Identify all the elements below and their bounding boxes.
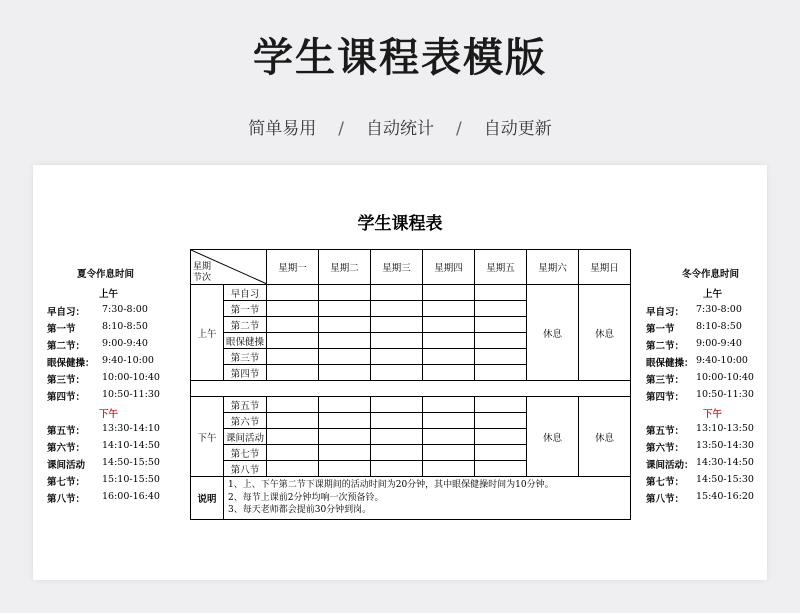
schedule-time: 8:10-8:50 — [102, 321, 148, 332]
page-title: 学生课程表模版 — [253, 35, 547, 81]
course-cell[interactable] — [267, 349, 319, 365]
schedule-label: 课间活动 — [47, 460, 86, 471]
course-cell[interactable] — [319, 349, 371, 365]
schedule-row — [47, 389, 160, 403]
schedule-label: 第一节 — [47, 324, 76, 335]
course-cell[interactable] — [371, 317, 423, 333]
schedule-time: 14:50-15:30 — [696, 474, 754, 485]
schedule-time: 14:50-15:50 — [102, 457, 160, 468]
course-cell[interactable] — [267, 333, 319, 349]
schedule-label: 第六节： — [47, 443, 86, 454]
day-header: 星期三 — [371, 250, 423, 285]
template-preview-card — [33, 165, 767, 580]
schedule-time: 13:50-14:30 — [696, 440, 754, 451]
schedule-label: 眼保健操： — [646, 358, 694, 369]
schedule-row — [47, 321, 148, 335]
saturday-rest: 休息 — [527, 397, 579, 477]
course-cell[interactable] — [423, 461, 475, 477]
schedule-label: 第七节： — [646, 477, 685, 488]
period-label: 第四节 — [224, 365, 267, 381]
course-cell[interactable] — [423, 429, 475, 445]
course-cell[interactable] — [475, 317, 527, 333]
afternoon-label: 下午 — [191, 397, 224, 477]
schedule-row — [646, 372, 754, 386]
schedule-row — [47, 372, 160, 386]
schedule-time: 9:00-9:40 — [102, 338, 148, 349]
course-cell[interactable] — [423, 445, 475, 461]
course-cell[interactable] — [267, 429, 319, 445]
schedule-time: 8:10-8:50 — [696, 321, 742, 332]
note-line: 3、每天老师都会提前30分钟到岗。 — [228, 505, 372, 515]
day-header: 星期日 — [579, 250, 631, 285]
schedule-row — [47, 457, 160, 471]
course-cell[interactable] — [371, 397, 423, 413]
sunday-rest: 休息 — [579, 285, 631, 381]
schedule-row — [646, 355, 748, 369]
schedule-label: 第二节： — [646, 341, 685, 352]
course-cell[interactable] — [423, 301, 475, 317]
period-label: 第五节 — [224, 397, 267, 413]
course-cell[interactable] — [475, 349, 527, 365]
schedule-row — [646, 423, 754, 437]
schedule-row — [47, 440, 160, 454]
period-row — [191, 285, 631, 301]
separator: / — [338, 119, 344, 139]
notes-label: 说明 — [191, 477, 224, 520]
morning-label: 上午 — [191, 285, 224, 381]
schedule-label: 第二节： — [47, 341, 86, 352]
schedule-row — [646, 304, 742, 318]
timetable-header-row — [191, 250, 631, 285]
course-cell[interactable] — [319, 461, 371, 477]
course-cell[interactable] — [319, 301, 371, 317]
schedule-label: 第七节： — [47, 477, 86, 488]
period-label: 眼保健操 — [224, 333, 267, 349]
course-cell[interactable] — [475, 445, 527, 461]
schedule-row — [47, 423, 160, 437]
schedule-label: 第四节： — [646, 392, 685, 403]
schedule-time: 9:00-9:40 — [696, 338, 742, 349]
sheet-title: 学生课程表 — [357, 214, 443, 234]
course-cell[interactable] — [371, 365, 423, 381]
schedule-time: 15:10-15:50 — [102, 474, 160, 485]
period-row — [191, 397, 631, 413]
schedule-row — [47, 491, 160, 505]
schedule-time: 10:50-11:30 — [102, 389, 160, 400]
course-cell[interactable] — [475, 333, 527, 349]
saturday-rest: 休息 — [527, 285, 579, 381]
schedule-label: 课间活动： — [646, 460, 694, 471]
schedule-row — [646, 491, 754, 505]
schedule-label: 第八节： — [646, 494, 685, 505]
course-cell[interactable] — [267, 445, 319, 461]
notes-cell — [224, 477, 631, 520]
course-cell[interactable] — [371, 429, 423, 445]
course-cell[interactable] — [475, 301, 527, 317]
summer-afternoon-label: 下午 — [99, 409, 119, 420]
winter-title: 冬令作息时间 — [682, 269, 740, 280]
course-cell[interactable] — [475, 285, 527, 301]
schedule-time: 7:30-8:00 — [696, 304, 742, 315]
schedule-label: 第五节： — [646, 426, 685, 437]
corner-day-label: 星期 — [193, 262, 212, 272]
day-header: 星期五 — [475, 250, 527, 285]
schedule-row — [646, 474, 754, 488]
schedule-time: 7:30-8:00 — [102, 304, 148, 315]
course-cell[interactable] — [267, 301, 319, 317]
schedule-label: 第一节 — [646, 324, 675, 335]
schedule-label: 第六节： — [646, 443, 685, 454]
period-label: 第七节 — [224, 445, 267, 461]
schedule-time: 10:00-10:40 — [102, 372, 160, 383]
notes-row — [191, 477, 631, 520]
gap-cell — [191, 381, 631, 397]
period-label: 第二节 — [224, 317, 267, 333]
course-cell[interactable] — [423, 349, 475, 365]
note-line: 2、每节上课前2分钟均响一次预备铃。 — [228, 492, 384, 503]
corner-period-label: 节次 — [193, 273, 212, 283]
schedule-time: 16:00-16:40 — [102, 491, 160, 502]
course-cell[interactable] — [475, 461, 527, 477]
winter-morning-label: 上午 — [703, 289, 723, 300]
schedule-row — [646, 440, 754, 454]
timetable — [190, 249, 631, 520]
note-line: 1、上、下午第二节下课期间的活动时间为20分钟，其中眼保健操时间为10分钟。 — [228, 480, 554, 490]
schedule-row — [47, 355, 154, 369]
course-cell[interactable] — [371, 301, 423, 317]
schedule-time: 13:30-14:10 — [102, 423, 160, 434]
schedule-label: 早自习： — [47, 307, 86, 318]
feature-easy: 简单易用 — [248, 119, 317, 139]
course-cell[interactable] — [475, 365, 527, 381]
course-cell[interactable] — [475, 429, 527, 445]
schedule-time: 15:40-16:20 — [696, 491, 754, 502]
course-cell[interactable] — [319, 365, 371, 381]
day-header: 星期二 — [319, 250, 371, 285]
course-cell[interactable] — [319, 397, 371, 413]
schedule-label: 第三节： — [646, 375, 685, 386]
course-cell[interactable] — [319, 429, 371, 445]
course-cell[interactable] — [267, 397, 319, 413]
course-cell[interactable] — [267, 365, 319, 381]
course-cell[interactable] — [371, 461, 423, 477]
day-header: 星期四 — [423, 250, 475, 285]
schedule-time: 9:40-10:00 — [102, 355, 154, 366]
feature-auto-stat: 自动统计 — [366, 119, 434, 139]
course-cell[interactable] — [423, 413, 475, 429]
schedule-label: 早自习： — [646, 307, 685, 318]
summer-title: 夏令作息时间 — [77, 269, 135, 280]
schedule-row — [47, 304, 148, 318]
course-cell[interactable] — [319, 413, 371, 429]
schedule-row — [47, 474, 160, 488]
course-cell[interactable] — [319, 445, 371, 461]
schedule-time: 10:50-11:30 — [696, 389, 754, 400]
period-label: 第八节 — [224, 461, 267, 477]
period-label: 第六节 — [224, 413, 267, 429]
course-cell[interactable] — [371, 285, 423, 301]
period-label: 早自习 — [224, 285, 267, 301]
course-cell[interactable] — [423, 397, 475, 413]
schedule-row — [646, 457, 754, 471]
schedule-row — [646, 338, 742, 352]
schedule-row — [646, 389, 754, 403]
period-label: 第一节 — [224, 301, 267, 317]
schedule-time: 9:40-10:00 — [696, 355, 748, 366]
course-cell[interactable] — [475, 413, 527, 429]
course-cell[interactable] — [267, 413, 319, 429]
schedule-time: 13:10-13:50 — [696, 423, 754, 434]
schedule-row — [47, 338, 148, 352]
course-cell[interactable] — [371, 413, 423, 429]
schedule-row — [646, 321, 742, 335]
course-cell[interactable] — [423, 333, 475, 349]
feature-list — [0, 114, 800, 139]
schedule-time: 10:00-10:40 — [696, 372, 754, 383]
course-cell[interactable] — [371, 445, 423, 461]
separator: / — [456, 119, 462, 139]
schedule-label: 第五节： — [47, 426, 86, 437]
summer-morning-label: 上午 — [99, 289, 119, 300]
schedule-label: 第三节： — [47, 375, 86, 386]
course-cell[interactable] — [423, 285, 475, 301]
period-label: 第三节 — [224, 349, 267, 365]
gap-row — [191, 381, 631, 397]
period-label: 课间活动 — [224, 429, 267, 445]
course-cell[interactable] — [319, 317, 371, 333]
day-header: 星期六 — [527, 250, 579, 285]
schedule-label: 第四节： — [47, 392, 86, 403]
schedule-label: 第八节： — [47, 494, 86, 505]
corner-cell — [191, 250, 267, 285]
day-header: 星期一 — [267, 250, 319, 285]
course-cell[interactable] — [371, 333, 423, 349]
sunday-rest: 休息 — [579, 397, 631, 477]
course-cell[interactable] — [371, 349, 423, 365]
course-cell[interactable] — [319, 333, 371, 349]
course-cell[interactable] — [267, 461, 319, 477]
course-cell[interactable] — [319, 285, 371, 301]
course-cell[interactable] — [475, 397, 527, 413]
course-cell[interactable] — [267, 317, 319, 333]
schedule-label: 眼保健操： — [47, 358, 95, 369]
course-cell[interactable] — [423, 317, 475, 333]
schedule-time: 14:30-14:50 — [696, 457, 754, 468]
course-cell[interactable] — [423, 365, 475, 381]
schedule-time: 14:10-14:50 — [102, 440, 160, 451]
course-cell[interactable] — [267, 285, 319, 301]
winter-afternoon-label: 下午 — [703, 409, 723, 420]
feature-auto-update: 自动更新 — [483, 119, 552, 139]
